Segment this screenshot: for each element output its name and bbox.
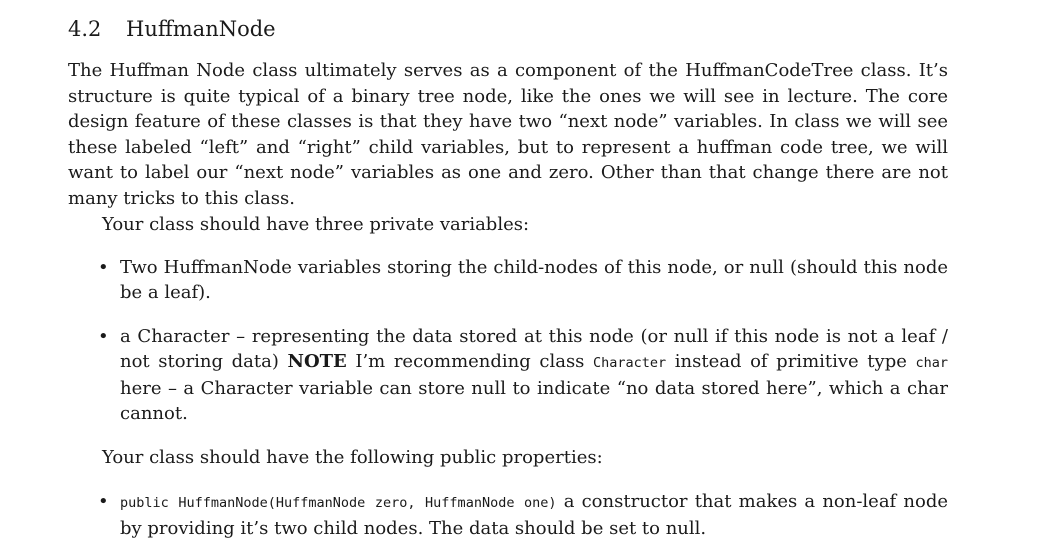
list-item-text: here – a Character variable can store null to indicate “no data stored here”, which a char cannot. [120,378,948,425]
section-number: 4.2 [68,17,102,41]
list-item-text: a constructor that makes a non-leaf node by providing it’s two child nodes. The data should be set to null. [120,490,948,539]
note-label: NOTE [287,351,347,373]
bullet-icon: • [98,257,109,279]
list-item-text: a Character – representing the data stored at this node (or null if this node is not a leaf / not storing data) [120,326,948,373]
list-item [68,489,948,541]
inline-code: Character [593,355,667,372]
private-vars-intro: Your class should have three private variables: [102,213,530,235]
inline-code: char [915,355,948,372]
public-props-list [68,489,948,541]
section-heading [68,14,948,44]
list-item-text: instead of primitive type [666,351,916,373]
list-item [68,324,948,426]
list-item-text: Two HuffmanNode variables storing the child-nodes of this node, or null (should this node be a leaf). [120,257,948,304]
public-props-intro: Your class should have the following public properties: [102,447,603,469]
list-item [68,255,948,305]
intro-paragraph: The Huffman Node class ultimately serves as a component of the HuffmanCodeTree class. It’s structure is quite typical of a binary tree node, like the ones we will see in lecture. The core design feature of these classes is that they have two “next node” variables. In class we will see these labeled “left” and “right” child variables, but to represent a huffman code tree, we will want to label our “next node” variables as one and zero. Other than that change there are not many tricks to this class. [68,60,948,209]
constructor-signature: public HuffmanNode(HuffmanNode zero, HuffmanNode one) [120,494,557,511]
bullet-icon: • [98,490,109,512]
document-page [68,14,948,560]
bullet-icon: • [98,326,109,348]
list-item-text: I’m recommending class [346,351,594,373]
section-title: HuffmanNode [126,17,276,41]
private-vars-list [68,255,948,426]
